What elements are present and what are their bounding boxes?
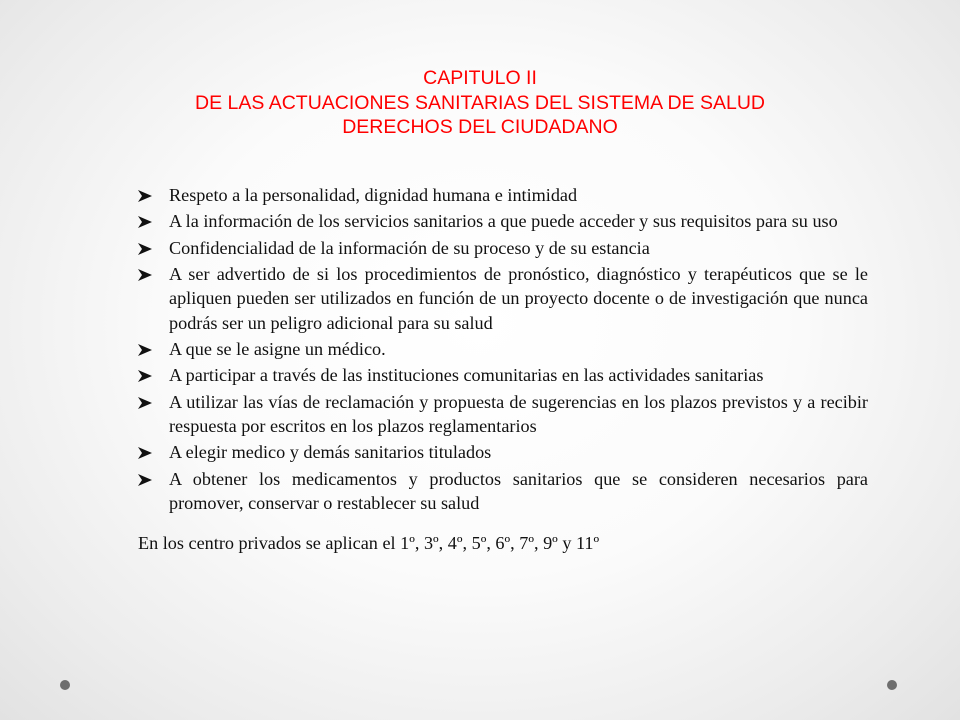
list-item-text: A obtener los medicamentos y productos sanitarios que se consideren necesarios para promover, conservar o restablecer su salud — [169, 468, 868, 513]
arrowhead-bullet-icon — [138, 474, 152, 486]
list-item-text: A participar a través de las instituciones comunitarias en las actividades sanitarias — [169, 365, 764, 386]
list-item — [138, 262, 868, 335]
list-item — [138, 183, 868, 207]
list-item-text: A que se le asigne un médico. — [169, 338, 386, 359]
decorative-dot-right — [887, 680, 897, 690]
list-item — [138, 440, 868, 464]
slide-title — [0, 66, 960, 140]
decorative-dot-left — [60, 680, 70, 690]
slide-body — [138, 183, 868, 555]
list-item — [138, 363, 868, 387]
list-item — [138, 467, 868, 515]
list-item-text: A la información de los servicios sanitarios a que puede acceder y sus requisitos para su uso — [169, 211, 838, 232]
rights-list — [138, 183, 868, 515]
arrowhead-bullet-icon — [138, 243, 152, 255]
title-chapter: CAPITULO II — [423, 67, 537, 89]
private-centers-note: En los centro privados se aplican el 1º, 3º, 4º, 5º, 6º, 7º, 9º y 11º — [138, 533, 600, 554]
arrowhead-bullet-icon — [138, 269, 152, 281]
arrowhead-bullet-icon — [138, 370, 152, 382]
list-item — [138, 337, 868, 361]
list-item-text: A utilizar las vías de reclamación y propuesta de sugerencias en los plazos previstos y a recibir respuesta por escritos en los plazos reglamentarios — [169, 391, 868, 436]
arrowhead-bullet-icon — [138, 344, 152, 356]
list-item-text: A ser advertido de si los procedimientos de pronóstico, diagnóstico y terapéuticos que se le apliquen pueden ser utilizados en función de un proyecto docente o de investigación que nunca podrás ser un peligro adicional para su salud — [169, 264, 868, 333]
list-item-text: Confidencialidad de la información de su proceso y de su estancia — [169, 237, 650, 258]
arrowhead-bullet-icon — [138, 447, 152, 459]
title-section: DE LAS ACTUACIONES SANITARIAS DEL SISTEMA DE SALUD — [195, 91, 765, 114]
list-item — [138, 209, 868, 233]
list-item — [138, 236, 868, 260]
list-item-text: A elegir medico y demás sanitarios titulados — [169, 442, 492, 463]
list-item — [138, 390, 868, 438]
arrowhead-bullet-icon — [138, 190, 152, 202]
title-subsection: DERECHOS DEL CIUDADANO — [342, 116, 618, 138]
list-item-text: Respeto a la personalidad, dignidad humana e intimidad — [169, 185, 578, 205]
arrowhead-bullet-icon — [138, 216, 152, 228]
arrowhead-bullet-icon — [138, 397, 152, 409]
